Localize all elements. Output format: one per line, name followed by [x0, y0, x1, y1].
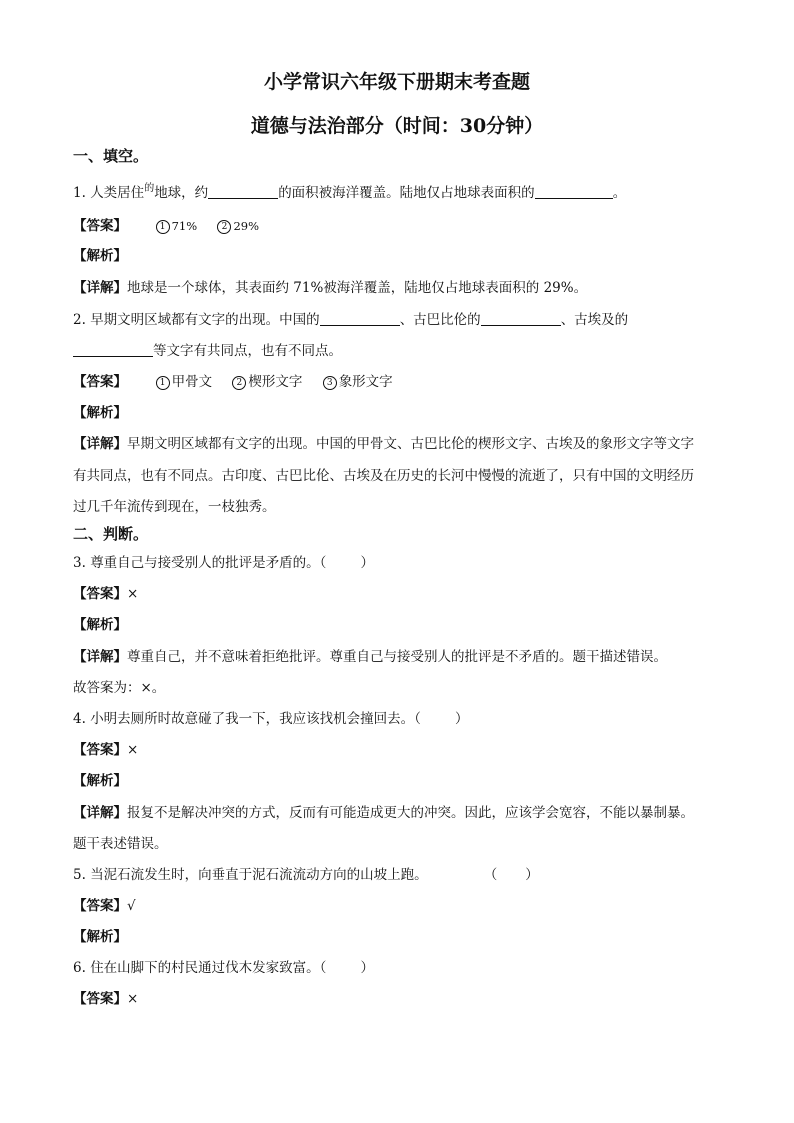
analysis-row: [73, 771, 723, 791]
question-3: [73, 553, 723, 573]
question-text: 地球，约: [154, 185, 209, 201]
answer-row: [73, 896, 723, 916]
question-text: ）: [525, 867, 539, 883]
answer-label: 【答案】: [73, 586, 127, 602]
question-text: ）: [454, 711, 469, 727]
answer-label: 【答案】: [73, 218, 127, 234]
detail-text-line: 题干表述错误。: [73, 836, 168, 852]
answer-row: [73, 216, 723, 236]
detail-text: 地球是一个球体，其表面约 71%被海洋覆盖，陆地仅占地球表面积的 29%。: [127, 280, 588, 296]
question-text: ）: [360, 960, 374, 976]
question-text: 的面积被海洋覆盖。陆地仅占地球表面积的: [278, 185, 535, 201]
analysis-row: [73, 403, 723, 423]
detail-text: 早期文明区域都有文字的出现。中国的甲骨文、古巴比伦的楔形文字、古埃及的象形文字等文字: [127, 436, 694, 452]
answer-option: 象形文字: [338, 374, 393, 390]
answer-blank: [73, 342, 153, 357]
question-2: [73, 310, 723, 330]
question-text: 早期文明区域都有文字的出现。中国的: [90, 312, 320, 328]
question-text: 人类居住: [90, 185, 145, 201]
question-5: [73, 865, 723, 885]
analysis-row: [73, 246, 723, 266]
question-text: 、古埃及的: [560, 312, 629, 328]
option-marker: 3: [323, 376, 337, 390]
option-marker: 2: [217, 220, 231, 234]
detail-text-line: 有共同点，也有不同点。古印度、古巴比伦、古埃及在历史的长河中慢慢的流逝了，只有中国的文明经历: [73, 468, 694, 484]
analysis-label: 【解析】: [73, 405, 127, 421]
analysis-row: [73, 615, 723, 635]
question-text: 小明去厕所时故意碰了我一下，我应该找机会撞回去。（: [90, 711, 421, 727]
question-text: （: [483, 867, 498, 883]
question-2-cont: [73, 341, 723, 361]
detail-text: 尊重自己，并不意味着拒绝批评。尊重自己与接受别人的批评是不矛盾的。题干描述错误。: [127, 649, 667, 665]
question-number: 2.: [73, 312, 86, 328]
answer-value: ×: [127, 991, 139, 1007]
conclusion-text: 故答案为：×。: [73, 680, 166, 696]
detail-row: [73, 434, 723, 454]
question-text: 等文字有共同点，也有不同点。: [153, 343, 342, 359]
detail-label: 【详解】: [73, 805, 127, 821]
answer-row: [73, 584, 723, 604]
detail-row: [73, 803, 723, 823]
question-text: ）: [360, 555, 374, 571]
answer-option: 楔形文字: [248, 374, 303, 390]
answer-value: √: [127, 898, 136, 914]
answer-label: 【答案】: [73, 991, 127, 1007]
option-marker: 2: [232, 376, 246, 390]
question-number: 3.: [73, 555, 86, 571]
answer-blank: [208, 184, 278, 199]
analysis-row: [73, 927, 723, 947]
question-text: 住在山脚下的村民通过伐木发家致富。（: [90, 960, 327, 976]
answer-value: ×: [127, 742, 139, 758]
question-text: 的: [144, 183, 155, 194]
analysis-label: 【解析】: [73, 773, 127, 789]
analysis-label: 【解析】: [73, 617, 127, 633]
option-marker: 1: [156, 376, 170, 390]
page-subtitle: 道德与法治部分（时间：30分钟）: [250, 115, 544, 137]
question-number: 5.: [73, 867, 86, 883]
page-title: 小学常识六年级下册期末考查题: [263, 71, 530, 93]
answer-row: [73, 372, 723, 392]
detail-label: 【详解】: [73, 436, 127, 452]
analysis-label: 【解析】: [73, 248, 127, 264]
section-fill-heading: 一、填空。: [73, 147, 149, 165]
answer-label: 【答案】: [73, 374, 127, 390]
question-text: 当泥石流发生时，向垂直于泥石流流动方向的山坡上跑。: [90, 867, 428, 883]
detail-text-line: 过几千年流传到现在，一枝独秀。: [73, 499, 276, 515]
question-4: [73, 709, 723, 729]
question-text: 、古巴比伦的: [399, 312, 481, 328]
option-marker: 1: [156, 220, 170, 234]
question-number: 6.: [73, 960, 86, 976]
detail-label: 【详解】: [73, 280, 127, 296]
answer-row: [73, 740, 723, 760]
answer-blank: [535, 184, 613, 199]
detail-text: 报复不是解决冲突的方式，反而有可能造成更大的冲突。因此，应该学会宽容，不能以暴制暴。: [127, 805, 694, 821]
question-number: 4.: [73, 711, 86, 727]
answer-option: 甲骨文: [171, 374, 213, 390]
question-text: 。: [612, 185, 627, 201]
detail-label: 【详解】: [73, 649, 127, 665]
answer-label: 【答案】: [73, 898, 127, 914]
answer-blank: [481, 311, 561, 326]
answer-value: ×: [127, 586, 139, 602]
answer-row: [73, 989, 723, 1009]
question-text: 尊重自己与接受别人的批评是矛盾的。（: [90, 555, 327, 571]
detail-row: [73, 278, 723, 298]
answer-blank: [320, 311, 400, 326]
section-judge-heading: 二、判断。: [73, 525, 149, 543]
detail-row: [73, 647, 723, 667]
analysis-label: 【解析】: [73, 929, 127, 945]
answer-label: 【答案】: [73, 742, 127, 758]
question-1: [73, 183, 723, 205]
question-6: [73, 958, 723, 978]
answer-option: 29%: [233, 219, 260, 233]
answer-option: 71%: [171, 219, 198, 233]
question-number: 1.: [73, 185, 86, 201]
